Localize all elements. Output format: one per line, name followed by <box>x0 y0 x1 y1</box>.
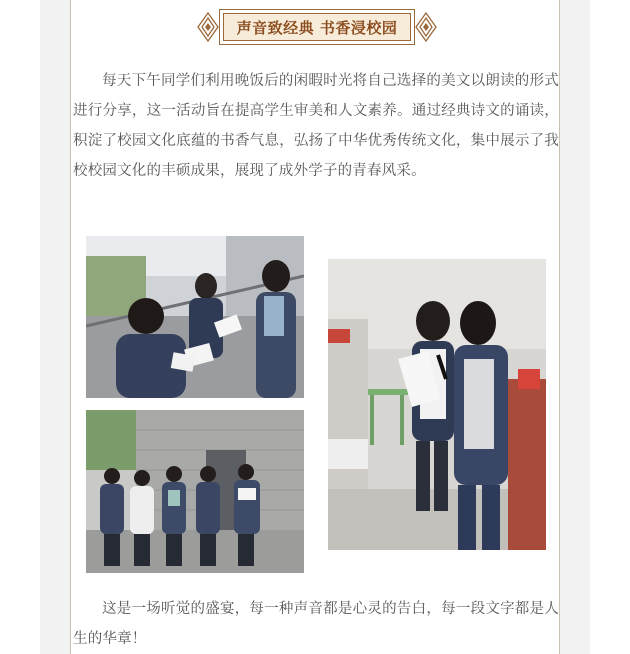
diamond-ornament-icon <box>415 12 437 42</box>
page-margin-right <box>560 0 590 654</box>
photo-two-students-reading <box>328 259 546 550</box>
closing-paragraph: 这是一场听觉的盛宴，每一种声音都是心灵的告白，每一段文字都是人生的华章！ <box>73 601 559 647</box>
section-title: 声音致经典 书香浸校园 <box>223 13 411 41</box>
article-card <box>70 0 560 654</box>
section-title-banner <box>71 6 561 48</box>
page-margin-left <box>40 0 70 654</box>
diamond-ornament-icon <box>197 12 219 42</box>
section-title-frame <box>219 9 415 45</box>
photo-group-reading-stairs <box>86 236 304 398</box>
intro-paragraph: 每天下午同学们利用晚饭后的闲暇时光将自己选择的美文以朗读的形式进行分享，这一活动旨在提高学生审美和人文素养。通过经典诗文的诵读，积淀了校园文化底蕴的书香气息，弘扬了中华优秀传统文化，集中展示了我校校园文化的丰硕成果，展现了成外学子的青春风采。 <box>73 73 559 179</box>
photo-group-reading-building <box>86 410 304 573</box>
